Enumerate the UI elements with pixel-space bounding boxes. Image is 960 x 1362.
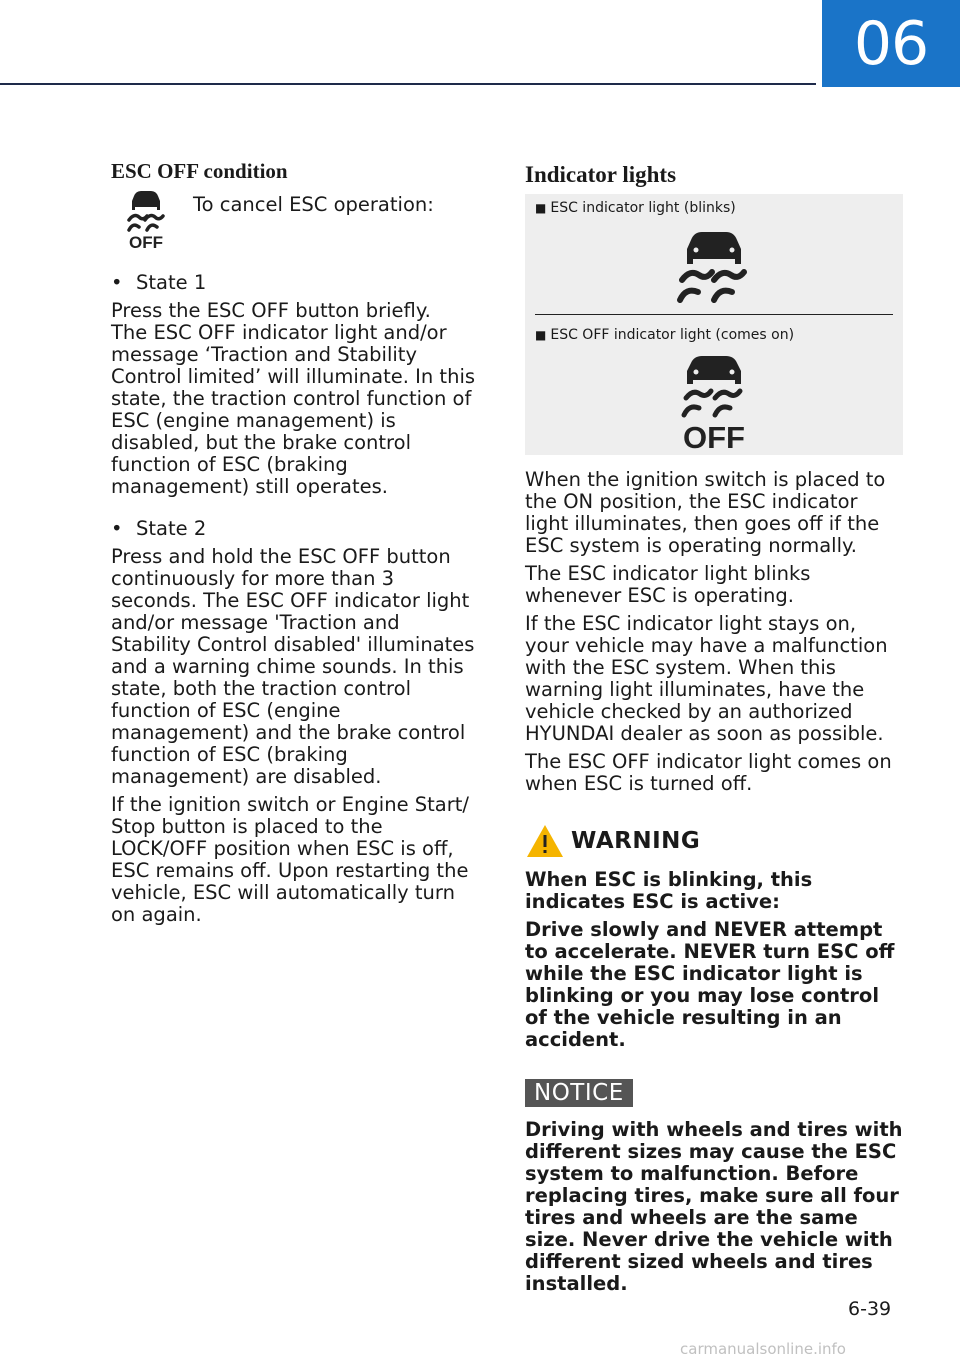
notice-badge: NOTICE (525, 1079, 633, 1107)
intro-row (111, 188, 481, 258)
esc-off-indicator-icon (535, 353, 893, 451)
chapter-tab: 06 (822, 0, 960, 87)
warning-paragraph-1: When ESC is blinking, this indicates ESC is active: (525, 868, 813, 913)
paragraph-ignition: When the ignition switch is placed to the ON position, the ESC indicator light illuminates, then goes off if the ESC system is operating normally. (525, 468, 886, 557)
indicator-caption-esc-text: ESC indicator light (blinks) (550, 200, 736, 216)
square-bullet-icon: ■ (535, 328, 547, 342)
warning-header (525, 823, 903, 859)
left-column (111, 158, 481, 932)
bullet-dot: • (111, 517, 123, 540)
section-title-esc-off: ESC OFF condition (111, 159, 288, 183)
esc-off-indicator-text: OFF (683, 420, 745, 451)
state-1-paragraph-2: The ESC OFF indicator light and/or message ‘Traction and Stability Control limited’ will illuminate. In this state, the traction control function of ESC (engine management) is disabled, but the brake control function of ESC (braking management) still operates. (111, 321, 476, 498)
square-bullet-icon: ■ (535, 201, 547, 215)
esc-off-icon (111, 188, 181, 258)
state-2-label: State 2 (136, 517, 207, 540)
section-title-indicator-lights: Indicator lights (525, 162, 677, 187)
header-rule (0, 83, 816, 85)
esc-indicator-icon (535, 228, 893, 306)
bullet-dot: • (111, 271, 123, 294)
warning-triangle-icon (525, 823, 565, 859)
esc-off-icon-text: OFF (129, 233, 163, 250)
page-number: 6-39 (848, 1298, 892, 1320)
restart-paragraph: If the ignition switch or Engine Start/ Stop button is placed to the LOCK/OFF position when ESC is off, ESC remains off. Upon restarting the vehicle, ESC will automatically turn on again. (111, 793, 469, 926)
paragraph-stays-on: If the ESC indicator light stays on, your vehicle may have a malfunction with the ESC system. When this warning light illuminates, have the vehicle checked by an authorized HYUNDAI dealer as soon as possible. (525, 612, 888, 745)
indicator-caption-esc-off-text: ESC OFF indicator light (comes on) (550, 327, 795, 343)
bullet-state-1 (111, 272, 481, 294)
intro-text: To cancel ESC operation: (193, 193, 434, 216)
warning-label: WARNING (571, 828, 701, 854)
paragraph-esc-off-on: The ESC OFF indicator light comes on when ESC is turned off. (525, 750, 892, 795)
notice-paragraph: Driving with wheels and tires with different sizes may cause the ESC system to malfunction. Before replacing tires, make sure all four tires and wheels are the same size. Never drive the vehicle with different sized wheels and tires installed. (525, 1118, 903, 1295)
right-column (525, 158, 903, 1301)
paragraph-blinks: The ESC indicator light blinks whenever ESC is operating. (525, 562, 811, 607)
state-2-paragraph: Press and hold the ESC OFF button continuously for more than 3 seconds. The ESC OFF indicator light and/or message 'Traction and Stability Control disabled' illuminates and a warning chime sounds. In this state, both the traction control function of ESC (engine management) and the brake control function of ESC (braking management) are disabled. (111, 545, 475, 788)
watermark: carmanualsonline.info (680, 1340, 846, 1358)
bullet-state-2 (111, 518, 481, 540)
figure-divider (535, 314, 893, 315)
warning-paragraph-2: Drive slowly and NEVER attempt to accelerate. NEVER turn ESC off while the ESC indicator light is blinking or you may lose control of the vehicle resulting in an accident. (525, 918, 895, 1051)
indicator-figure (525, 194, 903, 455)
indicator-caption-esc (535, 198, 893, 218)
state-1-paragraph-1: Press the ESC OFF button briefly. (111, 299, 431, 322)
indicator-caption-esc-off (535, 325, 893, 345)
state-1-label: State 1 (136, 271, 207, 294)
